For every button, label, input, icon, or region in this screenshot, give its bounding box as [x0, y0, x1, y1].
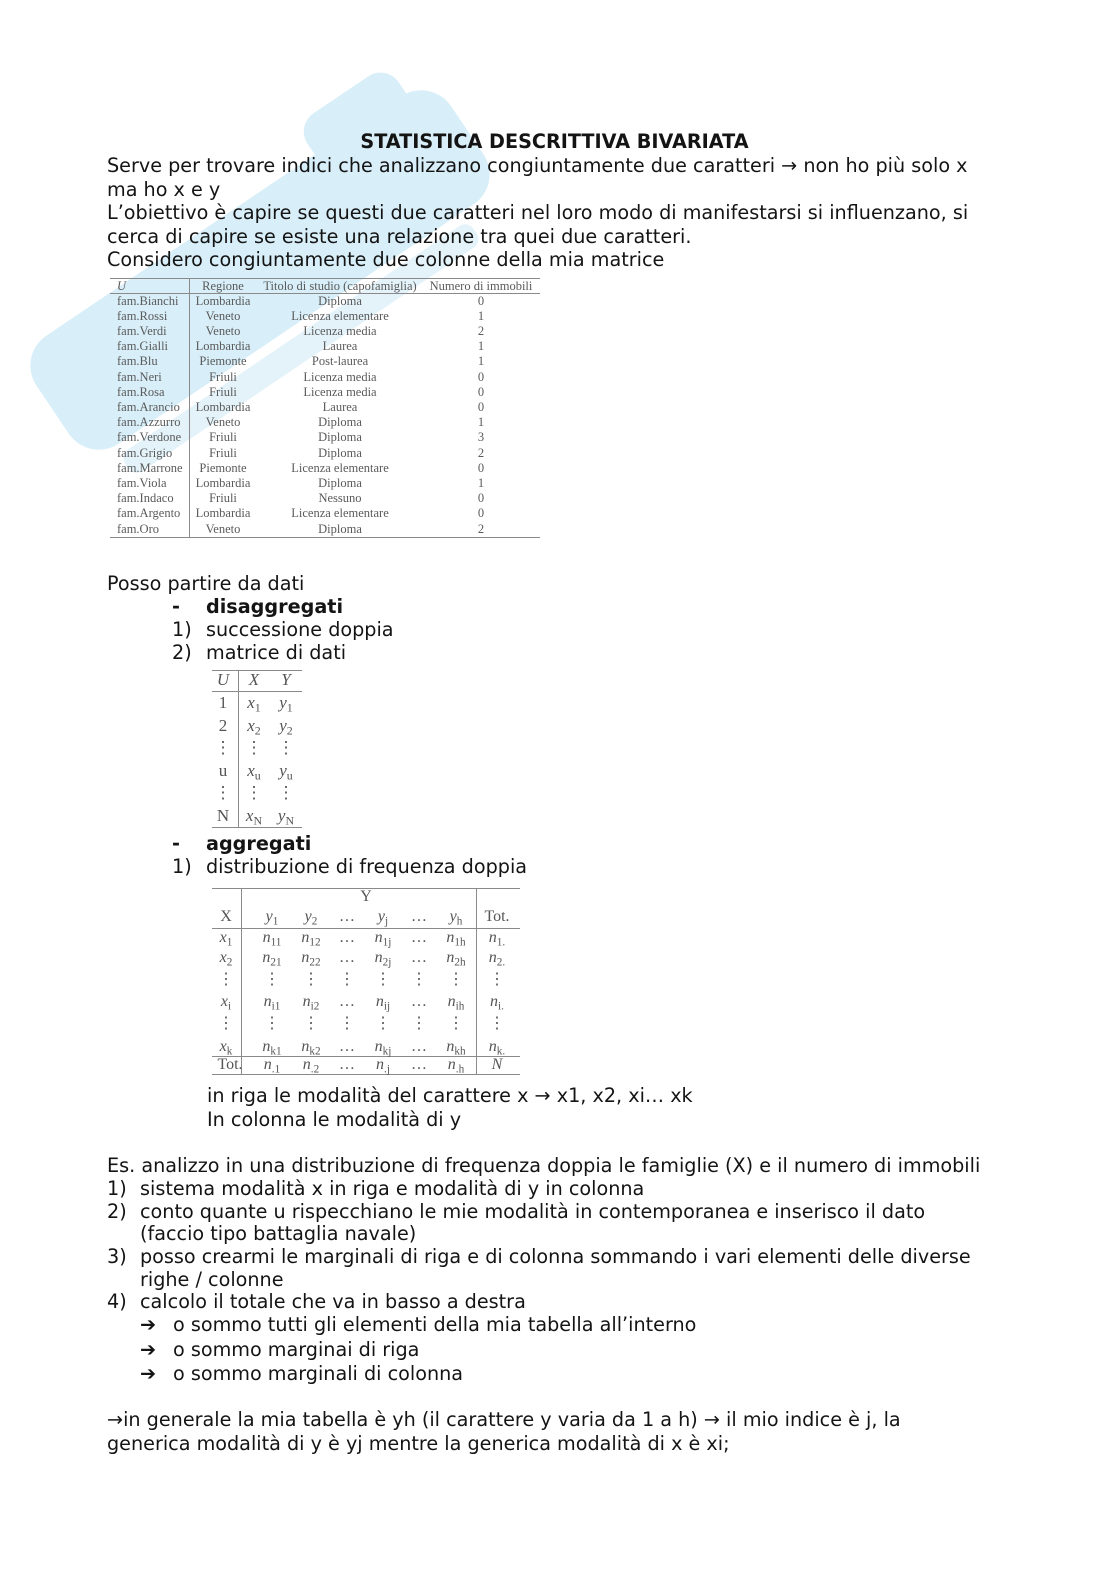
family-name-cell: fam.Neri [117, 369, 162, 384]
freq-note: in riga le modalità del carattere x → x1, x2, xi… xk [207, 1084, 693, 1107]
math-base: n [263, 1056, 272, 1073]
table-rule-header [212, 928, 520, 929]
math-subscript: 2j [382, 956, 392, 969]
joint-frequency-cell [301, 1038, 320, 1056]
math-subscript: .1 [271, 1063, 281, 1076]
region-cell: Lombardia [195, 400, 251, 414]
education-cell: Diploma [318, 293, 362, 308]
joint-frequency-cell [448, 993, 465, 1011]
math-base: n [488, 929, 497, 946]
education-cell: Licenza elementare [291, 308, 389, 323]
unit-label: ⋮ [214, 783, 232, 802]
matrix-cell [247, 761, 261, 783]
math-subscript: 1 [272, 915, 279, 928]
data-matrix-table [212, 670, 302, 828]
property-count-cell: 1 [477, 308, 485, 323]
math-subscript: i2 [310, 1000, 320, 1013]
table-rule-vertical [476, 888, 477, 1075]
joint-frequency-cell [303, 993, 320, 1011]
step-number: 2) [107, 1200, 127, 1223]
double-frequency-table [212, 888, 520, 1075]
region-cell: Piemonte [199, 354, 247, 369]
math-base: y [279, 716, 287, 735]
joint-frequency-cell [301, 929, 320, 947]
x-modality-label [221, 993, 231, 1011]
family-name-cell: fam.Verdi [117, 324, 167, 338]
math-base: n [262, 1038, 271, 1055]
math-base: n [301, 1038, 310, 1055]
joint-frequency-cell [446, 1038, 465, 1056]
math-base: x [247, 716, 255, 735]
math-base: n [301, 929, 310, 946]
list-marker: - [172, 832, 180, 855]
math-subscript: 2 [286, 723, 293, 738]
arrow-bullet-icon: ➔ [140, 1362, 157, 1385]
education-cell: Diploma [318, 521, 362, 536]
math-subscript: h [456, 915, 463, 928]
property-count-cell: 0 [477, 460, 485, 475]
step-text: sistema modalità x in riga e modalità di y in colonna [140, 1177, 645, 1200]
region-cell: Lombardia [195, 506, 251, 521]
region-cell: Friuli [209, 430, 237, 445]
region-cell: Piemonte [199, 460, 247, 475]
family-data-table [110, 278, 540, 538]
math-subscript: k. [496, 1045, 506, 1058]
region-cell: Friuli [209, 369, 237, 384]
math-subscript: .2 [310, 1063, 320, 1076]
math-subscript: 1 [286, 700, 293, 715]
total-option [140, 1338, 419, 1362]
intro-line: Considero congiuntamente due colonne della mia matrice [107, 248, 665, 271]
math-base: n [488, 1038, 497, 1055]
math-base: n [446, 929, 455, 946]
list-number: 1) [172, 855, 192, 878]
education-cell: Post-laurea [311, 354, 369, 369]
math-subscript: .h [455, 1063, 465, 1076]
joint-frequency-cell [263, 929, 282, 947]
math-base: n [262, 949, 271, 966]
math-base: n [302, 1056, 311, 1073]
math-subscript: 11 [270, 936, 282, 949]
math-subscript: u [254, 768, 261, 783]
math-subscript: i1 [271, 1000, 281, 1013]
math-base: x [219, 929, 227, 946]
table-rule-header [212, 691, 302, 692]
conclusion-line: generica modalità di y è yj mentre la generica modalità di x è xi; [107, 1432, 730, 1455]
column-marginal-cell [447, 1056, 465, 1076]
matrix-cell [245, 806, 263, 828]
list-item-text: successione doppia [206, 618, 394, 641]
math-base: n [302, 993, 311, 1010]
joint-frequency-cell: … [339, 929, 355, 946]
matrix-cell [277, 806, 295, 828]
education-cell: Licenza media [303, 324, 377, 338]
x-modality-label [220, 1038, 233, 1056]
region-cell: Lombardia [195, 339, 251, 354]
example-step [107, 1245, 971, 1269]
unit-label: 2 [218, 716, 228, 735]
joint-frequency-cell [375, 1038, 392, 1056]
intro-line: ma ho x e y [107, 177, 221, 201]
math-base: y [449, 908, 457, 925]
table-rule-vertical [241, 888, 242, 1075]
y-modality-header [305, 908, 318, 926]
joint-frequency-cell [375, 949, 392, 967]
list-item-text: distribuzione di frequenza doppia [206, 855, 528, 878]
step-text-continuation: (faccio tipo battaglia navale) [140, 1222, 417, 1245]
page-title: STATISTICA DESCRITTIVA BIVARIATA [360, 130, 749, 153]
math-subscript: j [385, 915, 389, 928]
family-name-cell: fam.Verdone [117, 430, 182, 445]
step-text: calcolo il totale che va in basso a destra [140, 1290, 526, 1313]
column-marginal-cell: … [339, 1056, 355, 1073]
list-heading-label: aggregati [206, 832, 312, 855]
matrix-cell [279, 761, 293, 783]
column-header: Titolo di studio (capofamiglia) [263, 278, 417, 293]
y-modality-header: … [339, 908, 355, 925]
math-base: n [376, 1056, 385, 1073]
total-column-header: Tot. [484, 908, 510, 925]
y-modality-header: … [411, 908, 427, 925]
column-header: Regione [202, 278, 244, 293]
math-base: n [490, 993, 499, 1010]
property-count-cell: 0 [477, 506, 485, 521]
y-modality-header [378, 908, 388, 926]
math-base: n [262, 929, 271, 946]
math-base: n [263, 993, 272, 1010]
math-subscript: 2 [311, 915, 318, 928]
joint-frequency-cell: ⋮ [448, 1015, 464, 1032]
math-base: y [304, 908, 312, 925]
math-base: y [265, 908, 273, 925]
math-subscript: N [253, 813, 263, 828]
example-step [107, 1177, 644, 1201]
joint-frequency-cell: ⋮ [448, 971, 464, 988]
column-header: Numero di immobili [429, 278, 533, 293]
education-cell: Laurea [322, 400, 358, 414]
list-heading-aggregated [172, 832, 311, 856]
math-base: y [279, 693, 287, 712]
grand-total-cell: N [491, 1056, 503, 1073]
math-subscript: 1j [382, 936, 392, 949]
example-step [107, 1290, 526, 1314]
list-item [172, 618, 394, 642]
property-count-cell: 0 [477, 384, 485, 399]
math-base: n [447, 1056, 456, 1073]
row-marginal-cell [489, 949, 505, 967]
x-modality-label [220, 949, 233, 967]
math-subscript: N [285, 813, 295, 828]
step-number: 1) [107, 1177, 127, 1200]
joint-frequency-cell [262, 949, 281, 967]
math-base: n [447, 993, 456, 1010]
matrix-cell [247, 716, 261, 738]
property-count-cell: 1 [477, 415, 485, 430]
education-cell: Diploma [318, 430, 362, 445]
math-subscript: i [228, 1000, 232, 1013]
math-subscript: 1. [496, 936, 506, 949]
math-subscript: k [226, 1045, 233, 1058]
step-text: posso crearmi le marginali di riga e di colonna sommando i vari elementi delle diverse [140, 1245, 971, 1268]
family-name-cell: fam.Grigio [117, 445, 173, 460]
list-number: 2) [172, 641, 192, 664]
joint-frequency-cell: ⋮ [264, 1015, 280, 1032]
math-base: x [220, 993, 228, 1010]
region-cell: Veneto [205, 415, 241, 430]
math-base: x [247, 761, 255, 780]
education-cell: Laurea [322, 339, 358, 354]
property-count-cell: 0 [477, 293, 485, 308]
matrix-cell [247, 693, 261, 715]
joint-frequency-cell: … [339, 1038, 355, 1055]
education-cell: Licenza elementare [291, 460, 389, 475]
column-marginal-cell [302, 1056, 320, 1076]
family-name-cell: fam.Gialli [117, 339, 169, 354]
list-marker: - [172, 595, 180, 618]
row-variable-label: X [220, 908, 232, 925]
x-modality-label: ⋮ [218, 1015, 234, 1032]
math-subscript: 2 [226, 956, 233, 969]
region-cell: Friuli [209, 445, 237, 460]
education-cell: Diploma [318, 445, 362, 460]
math-base: y [277, 806, 286, 825]
region-cell: Veneto [205, 308, 241, 323]
joint-frequency-cell [446, 929, 465, 947]
family-name-cell: fam.Rosa [117, 384, 165, 399]
math-subscript: k2 [309, 1045, 321, 1058]
row-marginal-cell: ⋮ [489, 971, 505, 988]
total-option [140, 1313, 696, 1337]
joint-frequency-cell: ⋮ [303, 1015, 319, 1032]
math-subscript: 1 [226, 936, 233, 949]
math-subscript: u [286, 768, 293, 783]
column-marginal-cell [376, 1056, 390, 1076]
family-name-cell: fam.Indaco [117, 491, 174, 506]
math-base: n [374, 1038, 383, 1055]
joint-frequency-cell: ⋮ [375, 1015, 391, 1032]
math-base: x [245, 806, 254, 825]
joint-frequency-cell: ⋮ [375, 971, 391, 988]
education-cell: Diploma [318, 476, 362, 490]
column-marginal-cell: … [411, 1056, 427, 1073]
math-base: n [374, 949, 383, 966]
education-cell: Diploma [318, 415, 362, 430]
math-base: n [488, 949, 497, 966]
math-subscript: 22 [309, 956, 321, 969]
list-number: 1) [172, 618, 192, 641]
math-base: x [219, 1038, 227, 1055]
x-modality-label [220, 929, 233, 947]
joint-frequency-cell: … [339, 949, 355, 966]
arrow-bullet-icon: ➔ [140, 1338, 157, 1361]
table-rule-vertical [189, 278, 190, 538]
total-option-text: o sommo tutti gli elementi della mia tabella all’interno [173, 1313, 697, 1336]
math-subscript: 12 [309, 936, 321, 949]
math-subscript: ih [455, 1000, 465, 1013]
joint-frequency-cell: ⋮ [264, 971, 280, 988]
matrix-cell: ⋮ [245, 783, 263, 802]
family-name-cell: fam.Oro [117, 521, 159, 536]
region-cell: Veneto [205, 324, 241, 338]
family-name-cell: fam.Azzurro [117, 415, 181, 430]
joint-frequency-cell [301, 949, 320, 967]
joint-frequency-cell: … [411, 929, 427, 946]
list-item [172, 855, 527, 879]
row-marginal-cell [490, 993, 504, 1011]
unit-label: u [218, 761, 228, 780]
math-subscript: 1h [454, 936, 466, 949]
math-base: n [375, 993, 384, 1010]
example-intro: Es. analizzo in una distribuzione di frequenza doppia le famiglie (X) e il numero di immobili [107, 1154, 981, 1177]
joint-frequency-cell: ⋮ [411, 971, 427, 988]
example-step [107, 1200, 925, 1224]
family-name-cell: fam.Marrone [117, 460, 183, 475]
math-base: n [301, 949, 310, 966]
row-marginal-cell [489, 1038, 505, 1056]
row-marginal-cell: ⋮ [489, 1015, 505, 1032]
property-count-cell: 2 [477, 521, 485, 536]
data-sources-intro: Posso partire da dati [107, 572, 305, 595]
math-subscript: k1 [270, 1045, 282, 1058]
math-subscript: 21 [270, 956, 282, 969]
step-text-continuation: righe / colonne [140, 1268, 284, 1291]
table-rule-totals [212, 1056, 520, 1057]
step-text: conto quante u rispecchiano le mie modalità in contemporanea e inserisco il dato [140, 1200, 926, 1223]
y-modality-header [450, 908, 463, 926]
joint-frequency-cell: … [411, 1038, 427, 1055]
joint-frequency-cell: … [411, 949, 427, 966]
region-cell: Veneto [205, 521, 241, 536]
column-marginal-cell [263, 1056, 281, 1076]
joint-frequency-cell: … [411, 993, 427, 1010]
math-base: y [377, 908, 385, 925]
step-number: 4) [107, 1290, 127, 1313]
matrix-header: Y [281, 670, 291, 689]
list-heading-disaggregated [172, 595, 343, 619]
matrix-cell: ⋮ [277, 738, 295, 757]
property-count-cell: 1 [477, 354, 485, 369]
intro-line: cerca di capire se esiste una relazione tra quei due caratteri. [107, 224, 692, 248]
property-count-cell: 2 [477, 445, 485, 460]
region-cell: Friuli [209, 384, 237, 399]
total-row-label: Tot. [217, 1056, 243, 1073]
arrow-bullet-icon: ➔ [140, 1313, 157, 1336]
joint-frequency-cell: ⋮ [339, 971, 355, 988]
joint-frequency-cell [262, 1038, 281, 1056]
joint-frequency-cell: ⋮ [411, 1015, 427, 1032]
table-rule-vertical [238, 670, 239, 828]
total-option-text: o sommo marginali di colonna [173, 1362, 464, 1385]
math-subscript: 2 [254, 723, 261, 738]
property-count-cell: 3 [477, 430, 485, 445]
property-count-cell: 0 [477, 369, 485, 384]
family-name-cell: fam.Argento [117, 506, 181, 521]
family-name-cell: fam.Rossi [117, 308, 168, 323]
matrix-header: U [216, 670, 230, 689]
list-heading-label: disaggregati [206, 595, 344, 618]
unit-label: N [216, 806, 230, 825]
region-cell: Lombardia [195, 293, 251, 308]
intro-line: Serve per trovare indici che analizzano congiuntamente due caratteri → non ho più solo x [107, 154, 968, 177]
table-rule-bottom [110, 537, 540, 538]
family-name-cell: fam.Viola [117, 476, 167, 490]
joint-frequency-cell: … [339, 993, 355, 1010]
matrix-cell: ⋮ [245, 738, 263, 757]
matrix-cell [279, 693, 293, 715]
math-subscript: ij [383, 1000, 391, 1013]
joint-frequency-cell [446, 949, 465, 967]
property-count-cell: 1 [477, 476, 485, 490]
total-option-text: o sommo marginai di riga [173, 1338, 420, 1361]
column-variable-label: Y [360, 888, 372, 905]
math-subscript: 2. [496, 956, 506, 969]
joint-frequency-cell [264, 993, 281, 1011]
education-cell: Licenza media [303, 384, 377, 399]
unit-label: 1 [218, 693, 228, 712]
math-base: y [279, 761, 287, 780]
joint-frequency-cell: ⋮ [339, 1015, 355, 1032]
education-cell: Licenza media [303, 369, 377, 384]
conclusion-line: →in generale la mia tabella è yh (il carattere y varia da 1 a h) → il mio indice è j, la [107, 1408, 901, 1431]
property-count-cell: 2 [477, 324, 485, 338]
x-modality-label: ⋮ [218, 971, 234, 988]
math-subscript: kj [382, 1045, 392, 1058]
matrix-cell [279, 716, 293, 738]
family-name-cell: fam.Arancio [117, 400, 180, 414]
matrix-cell: ⋮ [277, 783, 295, 802]
y-modality-header [266, 908, 279, 926]
freq-note: In colonna le modalità di y [207, 1108, 462, 1131]
property-count-cell: 0 [477, 491, 485, 506]
matrix-header: X [248, 670, 260, 689]
total-option [140, 1362, 463, 1386]
family-name-cell: fam.Blu [117, 354, 158, 369]
property-count-cell: 1 [477, 339, 485, 354]
step-number: 3) [107, 1245, 127, 1268]
region-cell: Friuli [209, 491, 237, 506]
joint-frequency-cell [376, 993, 390, 1011]
education-cell: Licenza elementare [291, 506, 389, 521]
math-subscript: 1 [254, 700, 261, 715]
table-rule-bottom [212, 1074, 520, 1075]
math-base: n [446, 949, 455, 966]
list-item-text: matrice di dati [206, 641, 347, 664]
column-header: U [117, 278, 127, 293]
list-item [172, 641, 346, 665]
math-base: n [446, 1038, 455, 1055]
unit-label: ⋮ [214, 738, 232, 757]
math-base: x [219, 949, 227, 966]
math-subscript: .j [384, 1063, 390, 1076]
math-subscript: 2h [454, 956, 466, 969]
math-subscript: kh [454, 1045, 466, 1058]
joint-frequency-cell [375, 929, 392, 947]
education-cell: Nessuno [318, 491, 362, 506]
property-count-cell: 0 [477, 400, 485, 414]
family-name-cell: fam.Bianchi [117, 293, 179, 308]
region-cell: Lombardia [195, 476, 251, 490]
intro-line: L’obiettivo è capire se questi due caratteri nel loro modo di manifestarsi si influenzano, si [107, 201, 969, 224]
math-base: n [374, 929, 383, 946]
joint-frequency-cell: ⋮ [303, 971, 319, 988]
row-marginal-cell [489, 929, 505, 947]
math-base: x [247, 693, 255, 712]
math-subscript: i. [498, 1000, 504, 1013]
